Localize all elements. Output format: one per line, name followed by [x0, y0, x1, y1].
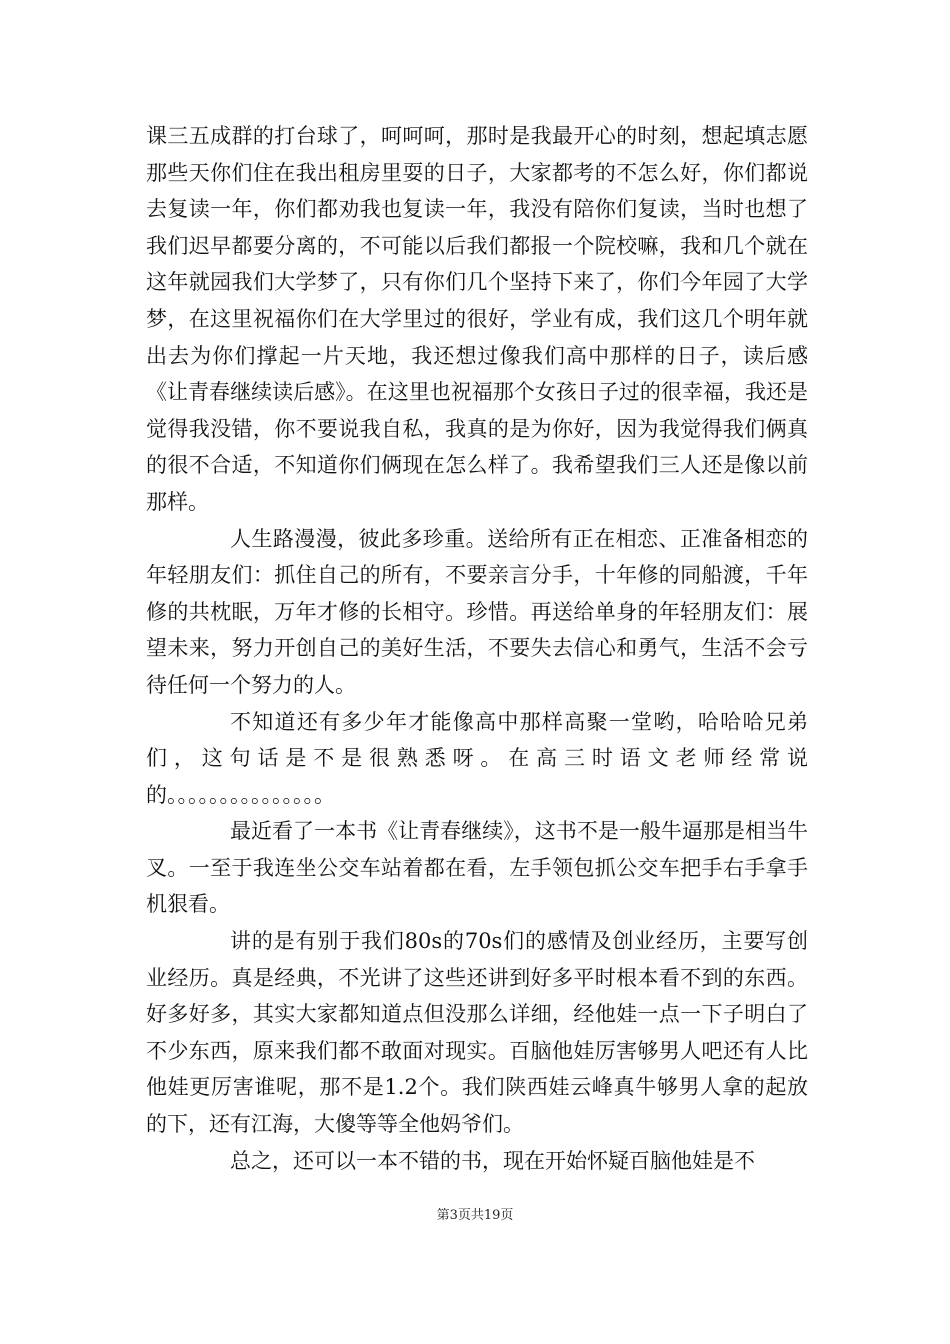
paragraph-4: 最近看了一本书《让青春继续》，这书不是一般牛逼那是相当牛叉。一至于我连坐公交车站着都在看，左手领包抓公交车把手右手拿手机狠看。: [146, 819, 808, 917]
paragraph-6: 总之，还可以一本不错的书，现在开始怀疑百脑他娃是不: [230, 1148, 755, 1173]
paragraph-5: 讲的是有别于我们80s的70s们的感情及创业经历，主要写创业经历。真是经典，不光讲了这些还讲到好多平时根本看不到的东西。好多好多，其实大家都知道点但没那么详细，经他娃一点一下子明白了不少东西，原来我们都不敢面对现实。百脑他娃厉害够男人吧还有人比他娃更厉害谁呢，那不是1.2个。我们陕西娃云峰真牛够男人拿的起放的下，还有江海，大傻等等全他妈爷们。: [146, 929, 808, 1137]
paragraph-2: 人生路漫漫，彼此多珍重。送给所有正在相恋、正准备相恋的年轻朋友们：抓住自己的所有，不要亲言分手，十年修的同船渡，千年修的共枕眠，万年才修的长相守。珍惜。再送给单身的年轻朋友们：展望未来，努力开创自己的美好生活，不要失去信心和勇气，生活不会亏待任何一个努力的人。: [146, 526, 808, 697]
paragraph-3: 不知道还有多少年才能像高中那样高聚一堂哟，哈哈哈兄弟们，这句话是不是很熟悉呀。在高三时语文老师经常说的。。。。。。。。。。。。。。。: [146, 709, 808, 807]
page-number-footer: 第3页共19页: [436, 1208, 514, 1223]
document-body: [146, 118, 808, 1179]
paragraph-1: 课三五成群的打台球了，呵呵呵，那时是我最开心的时刻，想起填志愿那些天你们住在我出租房里耍的日子，大家都考的不怎么好，你们都说去复读一年，你们都劝我也复读一年，我没有陪你们复读，当时也想了我们迟早都要分离的，不可能以后我们都报一个院校嘛，我和几个就在这年就园我们大学梦了，只有你们几个坚持下来了，你们今年园了大学梦，在这里祝福你们在大学里过的很好，学业有成，我们这几个明年就出去为你们撑起一片天地，我还想过像我们高中那样的日子，读后感《让青春继续读后感》。在这里也祝福那个女孩日子过的很幸福，我还是觉得我没错，你不要说我自私，我真的是为你好，因为我觉得我们俩真的很不合适，不知道你们俩现在怎么样了。我希望我们三人还是像以前那样。: [146, 124, 808, 514]
